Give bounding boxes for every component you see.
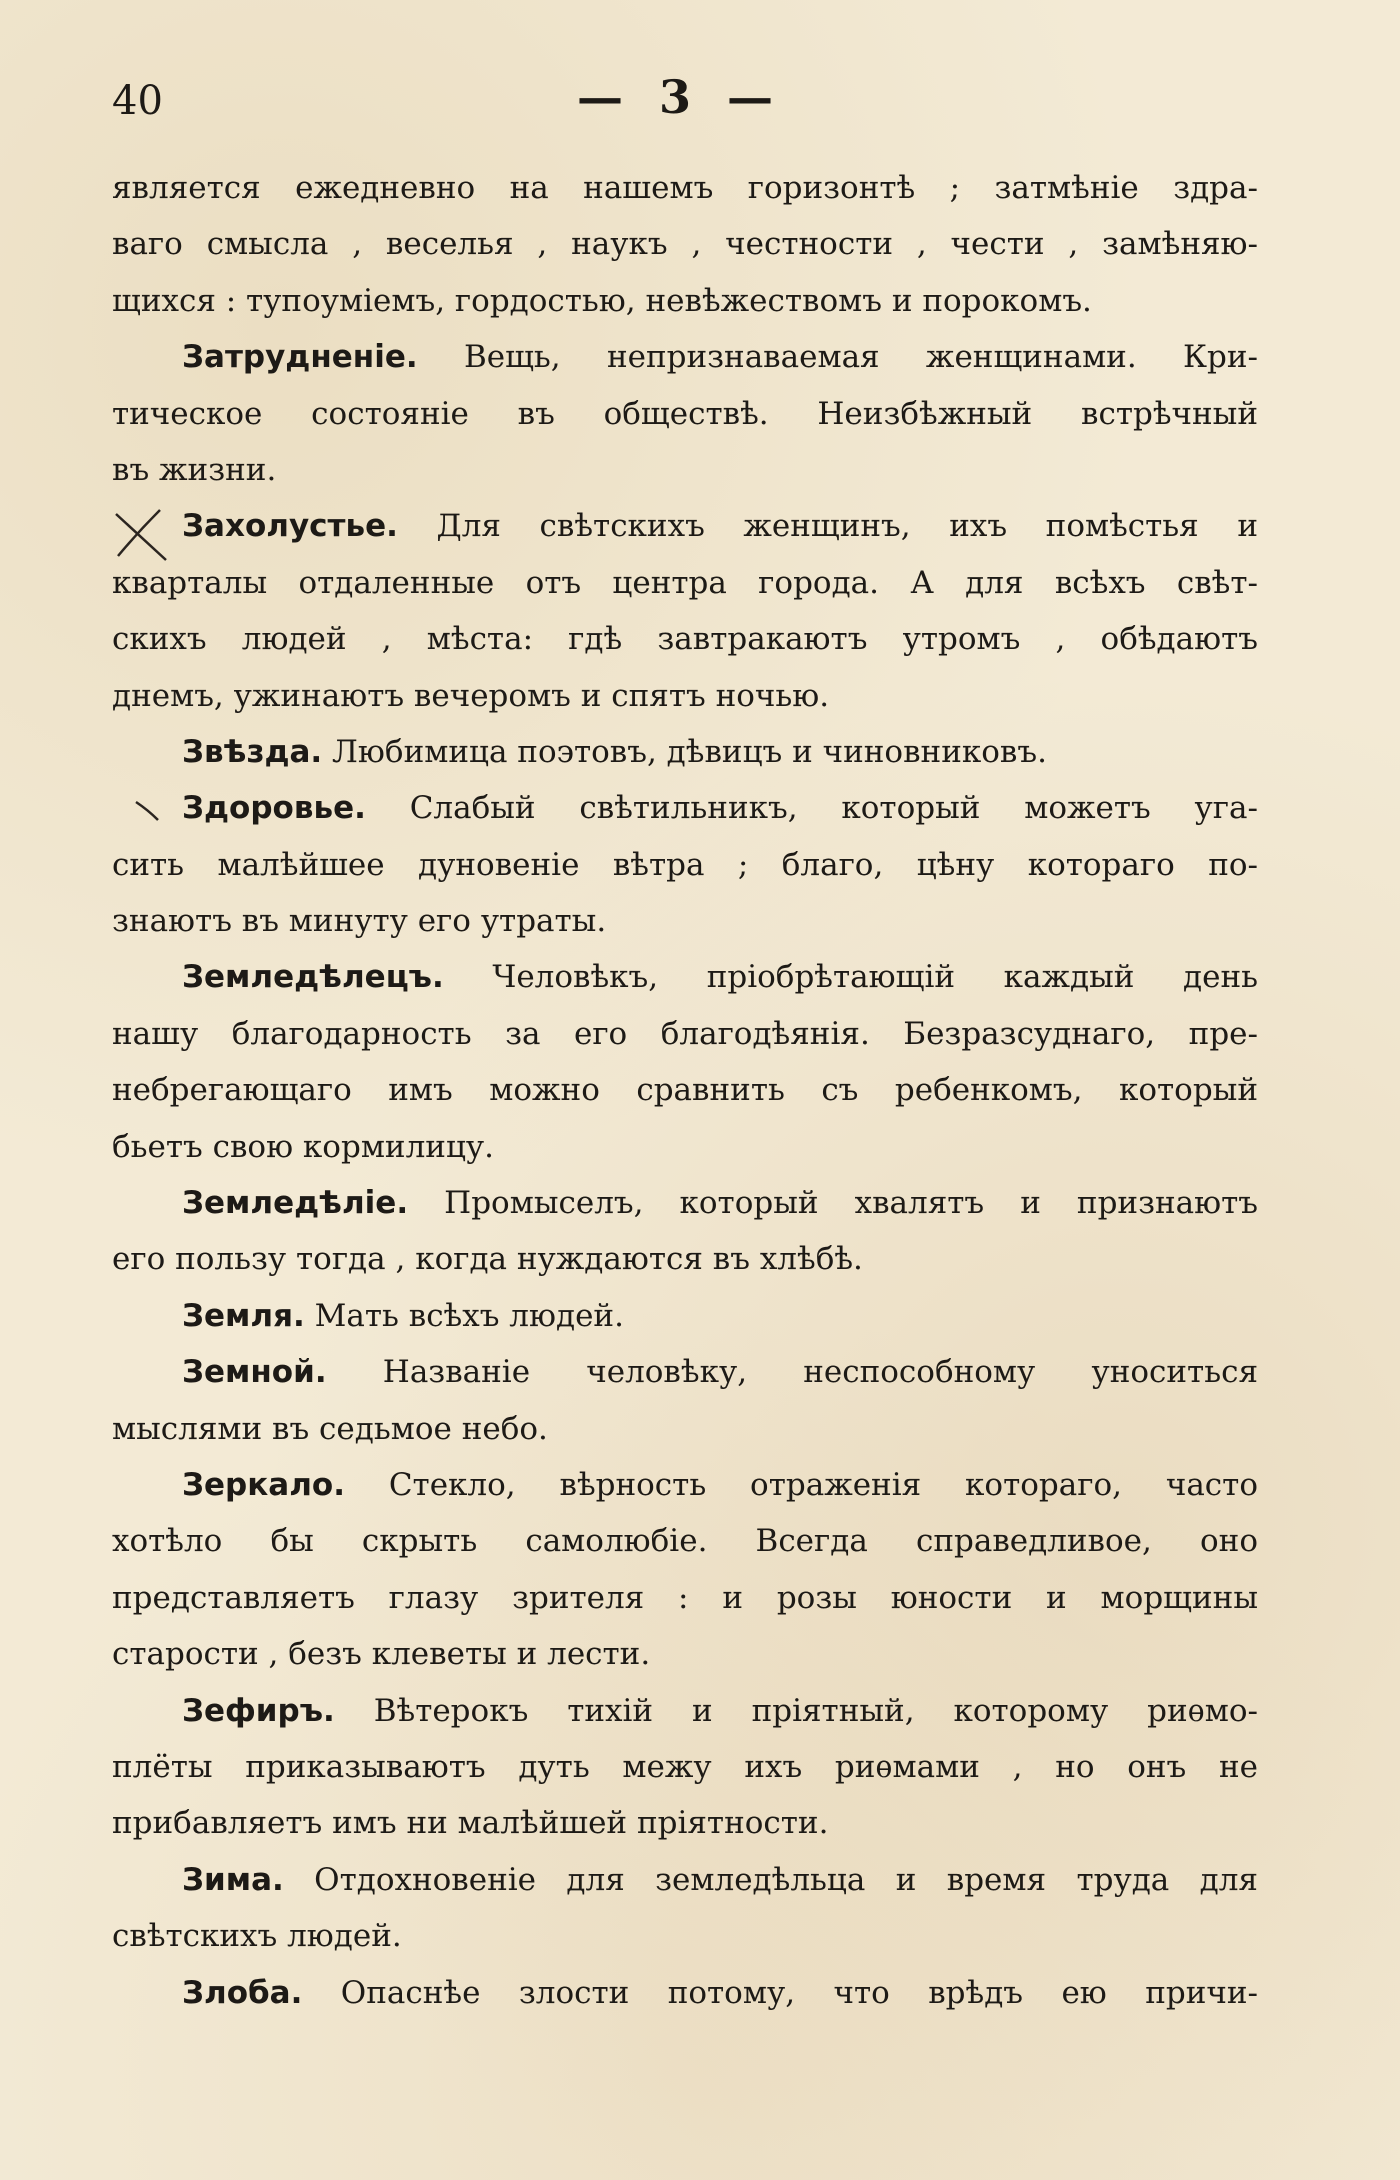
line-text: Мать всѣхъ людей. bbox=[304, 1297, 624, 1334]
entry-line bbox=[112, 1288, 1258, 1344]
text-line bbox=[112, 1119, 1258, 1175]
entry-term: Земной. bbox=[182, 1354, 327, 1391]
line-text: нашу благодарность за его благодѣянія. Безразсуднаго, пре- bbox=[112, 1015, 1258, 1052]
line-text: Слабый свѣтильникъ, который можетъ уга- bbox=[365, 790, 1258, 827]
entry-term: Захолустье. bbox=[182, 508, 398, 545]
text-line bbox=[112, 1739, 1258, 1795]
line-text: Вѣтерокъ тихій и пріятный, которому риѳмо- bbox=[334, 1692, 1258, 1729]
entry-line bbox=[112, 498, 1258, 554]
line-text: Промыселъ, который хвалятъ и признаютъ bbox=[408, 1185, 1258, 1222]
text-line bbox=[112, 273, 1258, 329]
entry-line bbox=[112, 329, 1258, 385]
line-text: знаютъ въ минуту его утраты. bbox=[112, 903, 607, 940]
line-text: ваго смысла , веселья , наукъ , честности , чести , замѣняю- bbox=[112, 226, 1258, 263]
text-line bbox=[112, 1006, 1258, 1062]
line-text: хотѣло бы скрыть самолюбіе. Всегда справедливое, оно bbox=[112, 1523, 1258, 1560]
entry-term: Земледѣліе. bbox=[182, 1185, 409, 1222]
entry-line bbox=[112, 1175, 1258, 1231]
line-text: днемъ, ужинаютъ вечеромъ и спятъ ночью. bbox=[112, 677, 830, 714]
entry-term: Здоровье. bbox=[182, 790, 366, 827]
entry-line bbox=[112, 1457, 1258, 1513]
line-text: сить малѣйшее дуновеніе вѣтра ; благо, цѣну котораго по- bbox=[112, 846, 1258, 883]
text-line bbox=[112, 216, 1258, 272]
entry-line bbox=[112, 1683, 1258, 1739]
entry-term: Зеркало. bbox=[182, 1466, 345, 1503]
entry-line bbox=[112, 1965, 1258, 2021]
text-line bbox=[112, 555, 1258, 611]
line-text: небрегающаго имъ можно сравнить съ ребенкомъ, который bbox=[112, 1072, 1258, 1109]
line-text: старости , безъ клеветы и лести. bbox=[112, 1636, 651, 1673]
text-line bbox=[112, 160, 1258, 216]
text-line bbox=[112, 1908, 1258, 1964]
text-line bbox=[112, 1626, 1258, 1682]
line-text: бьетъ свою кормилицу. bbox=[112, 1128, 494, 1165]
entry-line bbox=[112, 724, 1258, 780]
line-text: Вещь, непризнаваемая женщинами. Кри- bbox=[417, 339, 1258, 376]
line-text: представляетъ глазу зрителя : и розы юности и морщины bbox=[112, 1579, 1258, 1616]
text-line bbox=[112, 1401, 1258, 1457]
line-text: Для свѣтскихъ женщинъ, ихъ помѣстья и bbox=[397, 508, 1258, 545]
page-number: 40 bbox=[112, 78, 163, 124]
line-text: въ жизни. bbox=[112, 451, 277, 488]
line-text: кварталы отдаленные отъ центра города. А для всѣхъ свѣт- bbox=[112, 564, 1258, 601]
text-line bbox=[112, 611, 1258, 667]
line-text: Любимица поэтовъ, дѣвицъ и чиновниковъ. bbox=[322, 733, 1047, 770]
line-text: плёты приказываютъ дуть межу ихъ риѳмами , но онъ не bbox=[112, 1748, 1258, 1785]
entry-line bbox=[112, 1852, 1258, 1908]
entry-term: Затрудненіе. bbox=[182, 339, 418, 376]
text-line bbox=[112, 1795, 1258, 1851]
line-text: Отдохновеніе для земледѣльца и время труда для bbox=[283, 1861, 1258, 1898]
entry-term: Зима. bbox=[182, 1861, 284, 1898]
entry-line bbox=[112, 1344, 1258, 1400]
text-line bbox=[112, 837, 1258, 893]
line-text: Человѣкъ, пріобрѣтающій каждый день bbox=[443, 959, 1258, 996]
line-text: щихся : тупоуміемъ, гордостью, невѣжествомъ и порокомъ. bbox=[112, 282, 1092, 319]
text-line bbox=[112, 668, 1258, 724]
entry-term: Земля. bbox=[182, 1297, 305, 1334]
entry-term: Звѣзда. bbox=[182, 733, 323, 770]
text-line bbox=[112, 893, 1258, 949]
sheet-signature: — 3 — bbox=[576, 70, 784, 124]
text-line bbox=[112, 1062, 1258, 1118]
text-line bbox=[112, 1570, 1258, 1626]
line-text: свѣтскихъ людей. bbox=[112, 1918, 402, 1955]
line-text: скихъ людей , мѣста: гдѣ завтракаютъ утромъ , обѣдаютъ bbox=[112, 621, 1258, 658]
entry-term: Злоба. bbox=[182, 1974, 303, 2011]
line-text: Названіе человѣку, неспособному уноситься bbox=[326, 1354, 1258, 1391]
entry-line bbox=[112, 949, 1258, 1005]
text-line bbox=[112, 1231, 1258, 1287]
line-text: прибавляетъ имъ ни малѣйшей пріятности. bbox=[112, 1805, 829, 1842]
line-text: Стекло, вѣрность отраженія котораго, часто bbox=[344, 1466, 1258, 1503]
entry-term: Земледѣлецъ. bbox=[182, 959, 444, 996]
entry-term: Зефиръ. bbox=[182, 1692, 335, 1729]
dictionary-text bbox=[112, 160, 1258, 2021]
line-text: является ежедневно на нашемъ горизонтѣ ; затмѣніе здра- bbox=[112, 170, 1258, 206]
line-text: его пользу тогда , когда нуждаются въ хлѣбѣ. bbox=[112, 1241, 863, 1278]
text-line bbox=[112, 442, 1258, 498]
text-line bbox=[112, 1513, 1258, 1569]
text-line bbox=[112, 386, 1258, 442]
line-text: Опаснѣе злости потому, что врѣдъ ею причи- bbox=[302, 1974, 1258, 2011]
line-text: мыслями въ седьмое небо. bbox=[112, 1410, 548, 1447]
entry-line bbox=[112, 780, 1258, 836]
line-text: тическое состояніе въ обществѣ. Неизбѣжный встрѣчный bbox=[112, 395, 1258, 432]
